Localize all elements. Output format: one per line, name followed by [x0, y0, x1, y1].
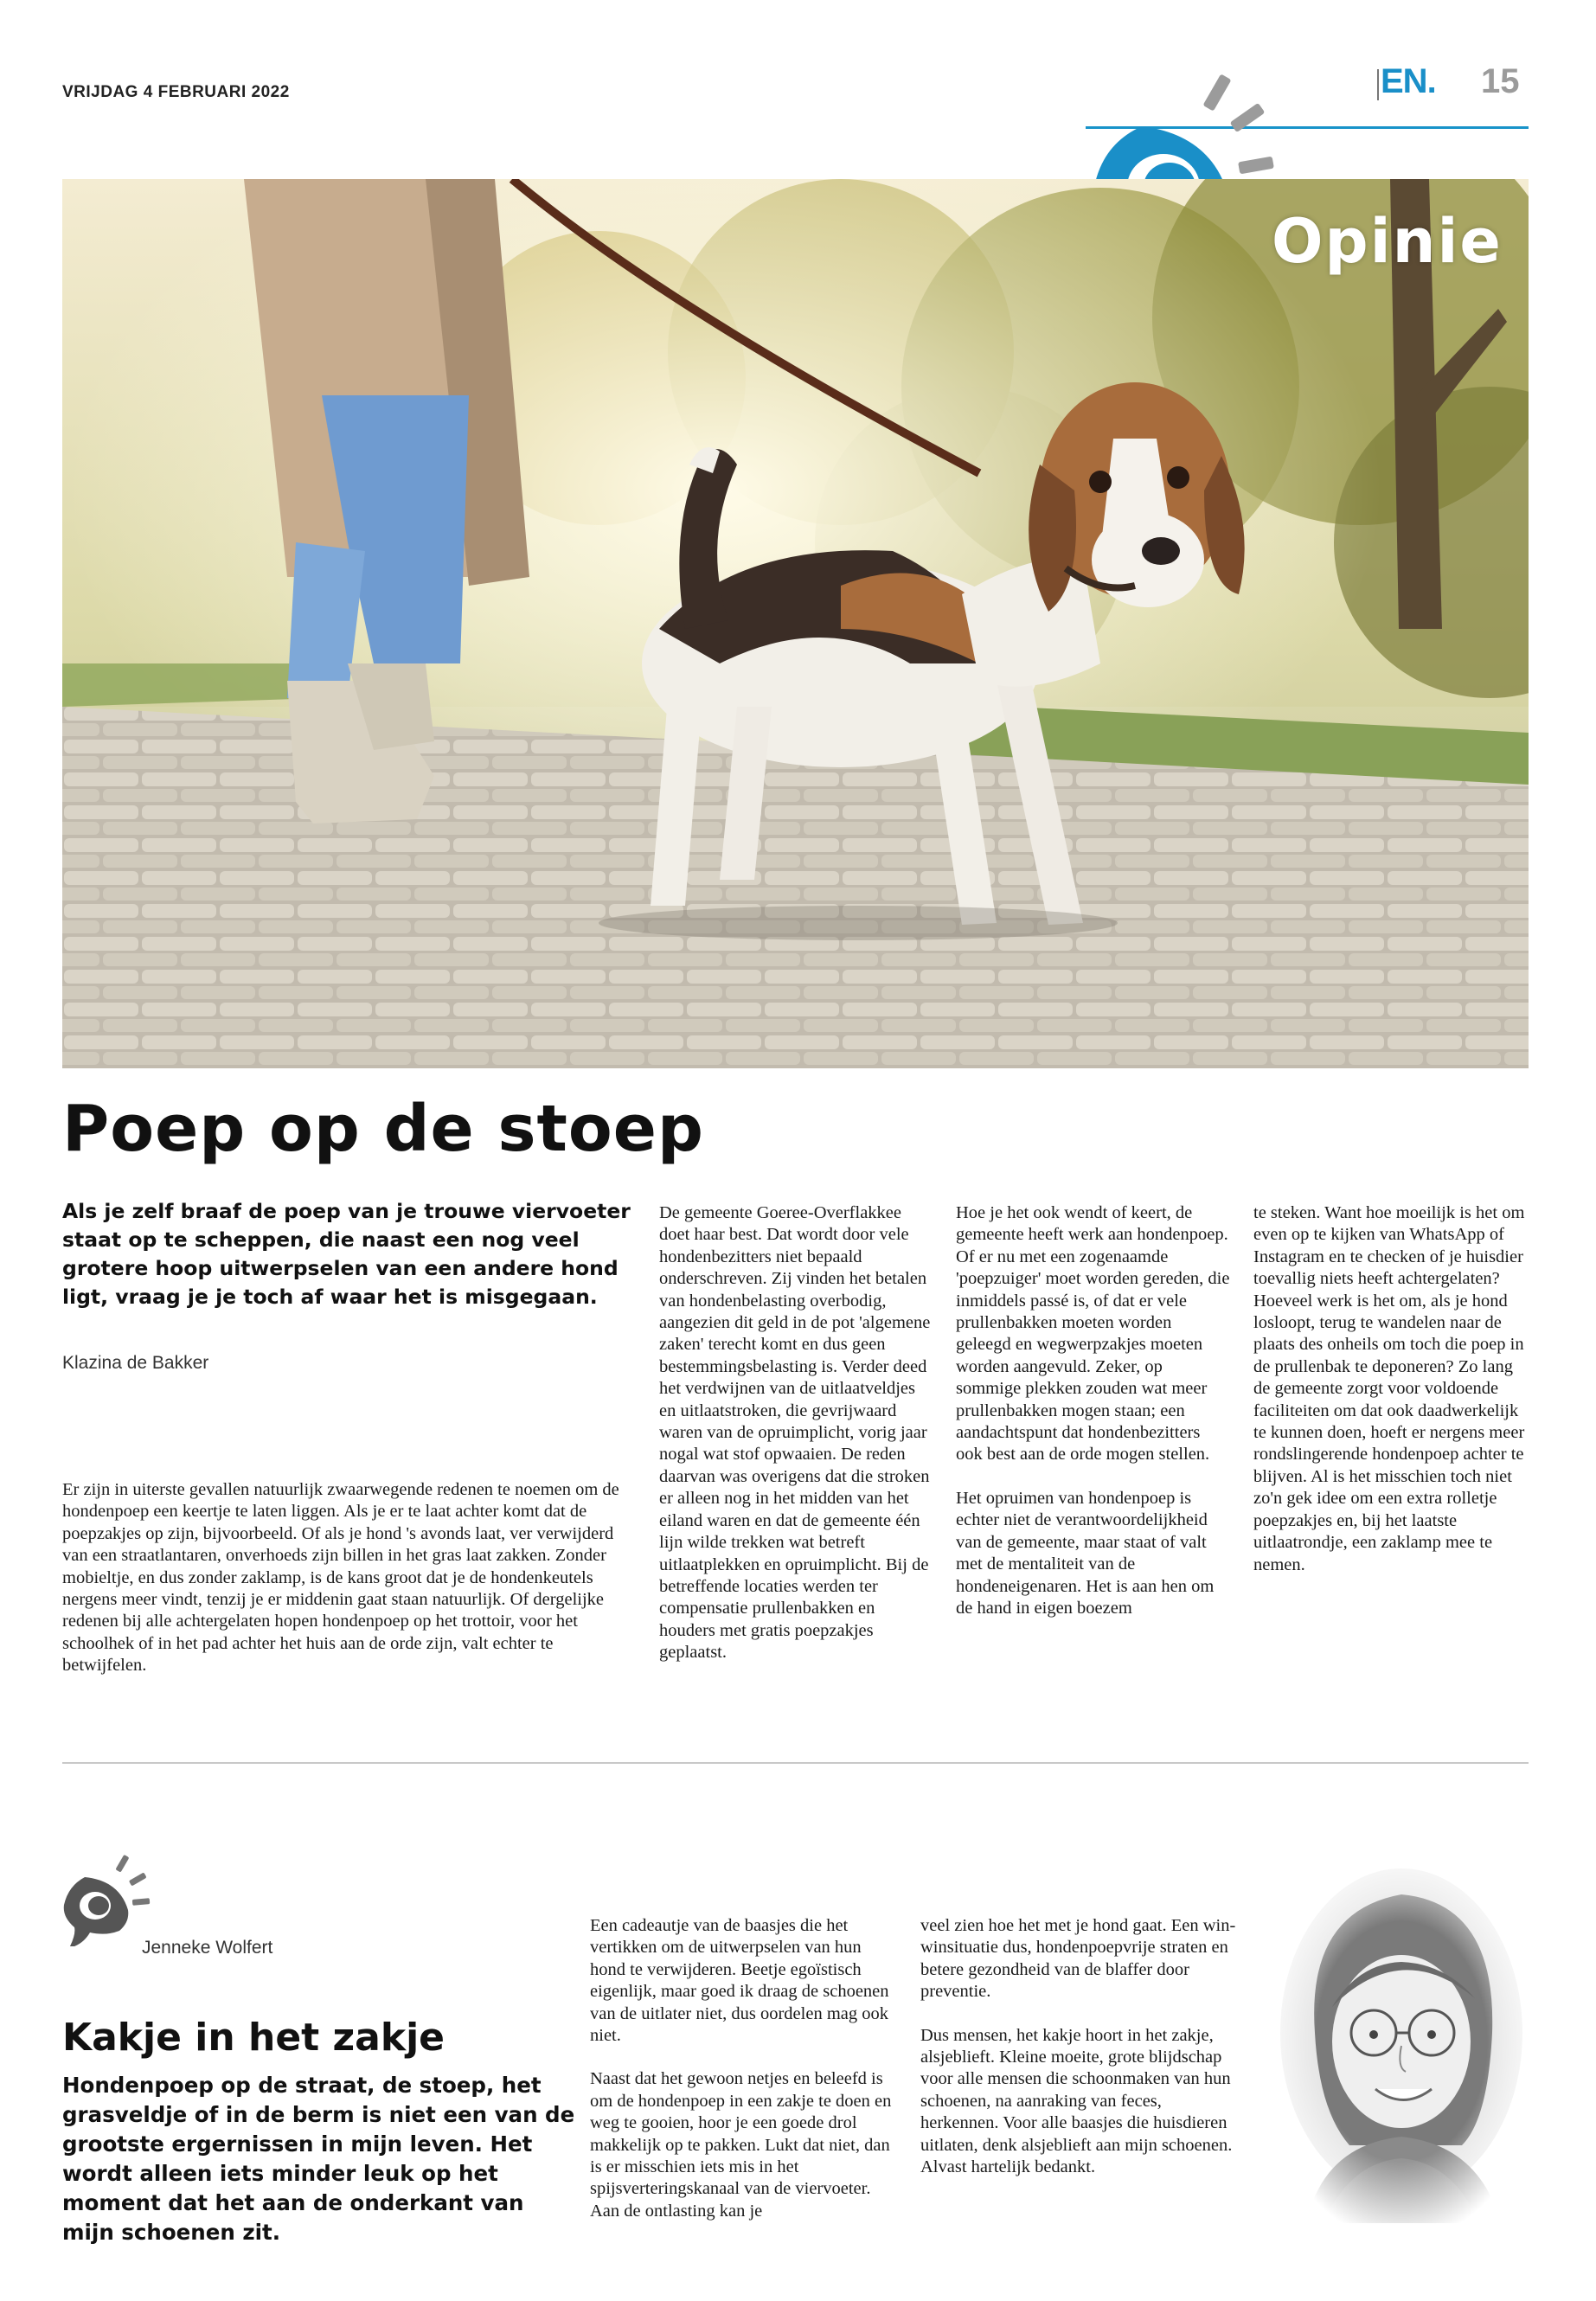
section-title: Opinie	[1272, 206, 1503, 277]
article-headline: Poep op de stoep	[62, 1092, 704, 1166]
issue-date: VRIJDAG 4 FEBRUARI 2022	[62, 83, 290, 101]
author-portrait	[1272, 1860, 1531, 2223]
header-separator	[1377, 69, 1379, 100]
column-headline: Kakje in het zakje	[62, 2016, 445, 2060]
column-text-2	[920, 1915, 1240, 2178]
hero-photo-beagle	[62, 179, 1529, 1068]
column-author: Jenneke Wolfert	[142, 1938, 273, 1958]
paragraph: veel zien hoe het met je hond gaat. Een win-winsituatie dus, hondenpoepvrije straten en betere gezondheid van de blaffer door preventie.	[920, 1916, 1236, 2002]
page-number: 15	[1481, 62, 1520, 100]
paragraph: te steken. Want hoe moeilijk is het om even op te kijken van WhatsApp of Instagram en te checken of je huisdier toevallig niets heeft achtergelaten? Hoeveel werk is het om, als je hond losloopt, terug te wandelen naar de plaats des onheils om toch die poep in de prullenbak te deponeren? Zo lang de gemeente zorgt voor voldoende faciliteiten om dat ook daadwerkelijk te kunnen doen, hoeft er nergens meer rondslingerende hondenpoep achter te blijven. Al is het misschien toch niet zo'n gek idee om een extra rolletje poepzakjes en, bij het laatste uitlaatrondje, een zaklamp mee te nemen.	[1253, 1203, 1525, 1574]
paragraph: De gemeente Goeree-Overflakkee doet haar best. Dat wordt door vele hondenbezitters niet bepaald onderschreven. Zij vinden het betalen van hondenbelasting overbodig, aangezien dit geld in de pot 'algemene zaken' terecht komt en dus geen bestemmingsbelasting is. Verder deed het verdwijnen van de uitlaatveldjes en uitlaatstroken, die gevrijwaard waren van de opruimplicht, vorig jaar nogal wat stof opwaaien. De reden daarvan was overigens dat die stroken er alleen nog in het midden van het eiland waren en dat de gemeente één lijn wilde trekken wat betreft uitlaatplekken en opruimplicht. Bij de betreffende locaties werden ter compensatie prullenbakken en houders met gratis poepzakjes geplaatst.	[659, 1203, 931, 1663]
article-column-4	[1253, 1202, 1529, 1576]
paragraph: Een cadeautje van de baasjes die het vertikken om de uitwerpselen van hun hond te verwijderen. Beetje egoïstisch eigenlijk, maar goed ik draag de schoenen van de uitlater niet, dus oordelen mag ook niet.	[590, 1916, 889, 2046]
megaphone-small-icon	[59, 1851, 163, 1946]
column-text-1	[590, 1915, 897, 2222]
article-column-3	[956, 1202, 1231, 1619]
paragraph: Dus mensen, het kakje hoort in het zakje, alsjeblieft. Kleine moeite, grote blijdschap voor alle mensen die schoonmaken van hun schoenen, na aanraking van feces, herkennen. Voor alle baasjes die huisdieren uitlaten, denk alsjeblieft aan mijn schoenen. Alvast hartelijk bedankt.	[920, 2025, 1233, 2177]
article-column-1	[62, 1479, 625, 1677]
section-divider	[62, 1762, 1529, 1764]
paragraph: Hoe je het ook wendt of keert, de gemeente heeft werk aan hondenpoep. Of er nu met een zogenaamde 'poepzuiger' moet worden gereden, die inmiddels passé is, of dat er vele prullenbakken moeten worden geleegd en wegwerpzakjes moeten worden aangevuld. Zeker, op sommige plekken zouden wat meer prullenbakken mogen staan; een aandachtspunt dat hondenbezitters ook best aan de orde mogen stellen.	[956, 1203, 1230, 1465]
article-byline: Klazina de Bakker	[62, 1353, 209, 1373]
article-column-2	[659, 1202, 934, 1664]
paragraph: Naast dat het gewoon netjes en beleefd is om de hondenpoep in een zakje te doen en weg te gooien, hoor je een goede drol makkelijk op te pakken. Lukt dat niet, dan is er misschien iets mis in het spijsverteringskanaal van de viervoeter. Aan de ontlasting kan je	[590, 2069, 892, 2221]
paragraph: Er zijn in uiterste gevallen natuurlijk zwaarwegende redenen te noemen om de hondenpoep een keertje te laten liggen. Als je er te laat achter komt dat de poepzakjes op zijn, bijvoorbeeld. Of als je hond 's avonds laat, ver verwijderd van een straatlantaren, onverhoeds zijn billen in het gras laat zakken. Zonder mobieltje, en dus zonder zaklamp, is de kans groot dat je de hondenkeutels nergens meer vindt, tenzij je er middenin gaat staan natuurlijk. Of dergelijke redenen bij alle achtergelaten hopen hondenpoep op het trottoir, voor het schoolhek of in het pad achter het huis aan de orde zijn, valt echter te betwijfelen.	[62, 1480, 619, 1676]
brand-logo: EN.	[1381, 62, 1436, 100]
paragraph: Het opruimen van hondenpoep is echter niet de verantwoordelijkheid van de gemeente, maar staat of valt met de mentaliteit van de hondeneigenaren. Het is aan hen om de hand in eigen boezem	[956, 1488, 1215, 1618]
article-lead: Als je zelf braaf de poep van je trouwe viervoeter staat op te scheppen, die naast een nog veel grotere hoop uitwerpselen van een andere hond ligt, vraag je je toch af waar het is misgegaan.	[62, 1199, 631, 1309]
column-lead: Hondenpoep op de straat, de stoep, het grasveldje of in de berm is niet een van de grootste ergernissen in mijn leven. Het wordt alleen iets minder leuk op het moment dat het aan de onderkant van mijn schoenen zit.	[62, 2073, 575, 2245]
